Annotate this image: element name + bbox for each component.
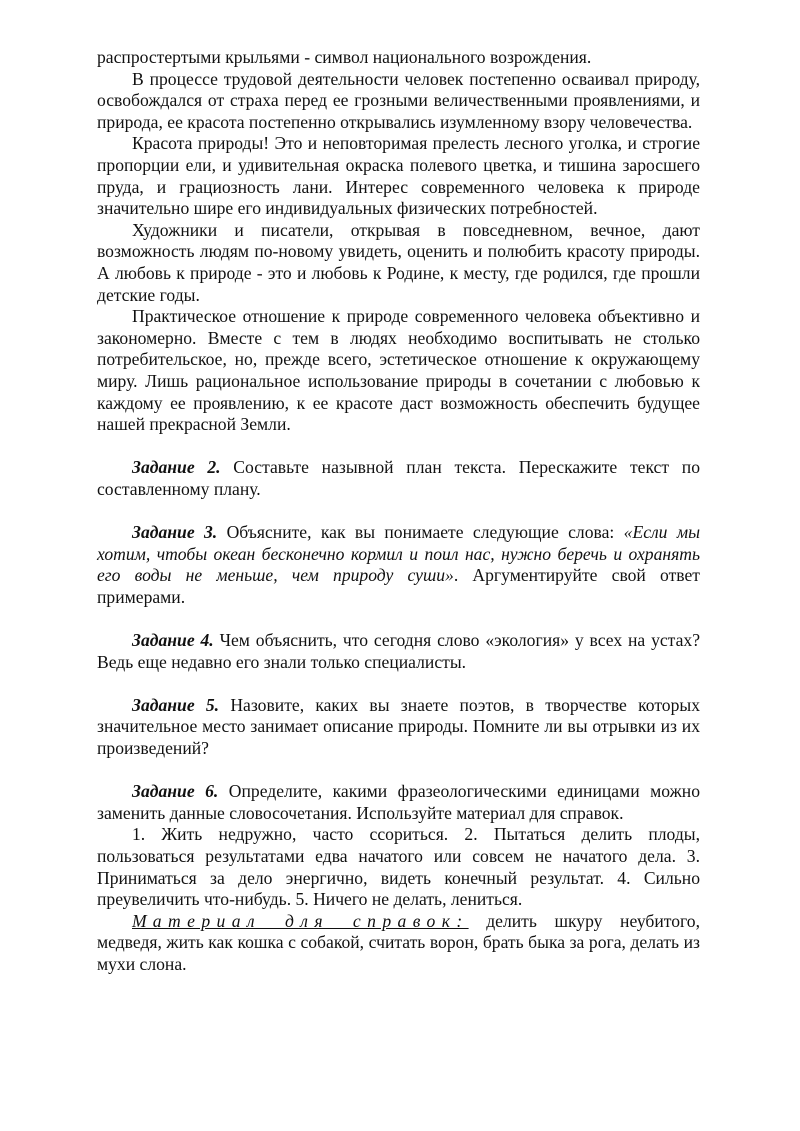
task-3-text-a: Объясните, как вы понимаете следующие слова: — [217, 522, 624, 543]
task-3-label: Задание 3. — [132, 522, 218, 543]
task-5 — [97, 695, 700, 760]
task-6-label: Задание 6. — [132, 781, 219, 802]
task-3 — [97, 522, 700, 608]
paragraph-practical-attitude: Практическое отношение к природе современного человека объективно и закономерно. Вместе с тем в людях необходимо воспитывать не столько потребительское, но, прежде всего, эстетическое отношение к окружающему миру. Лишь рациональное использование природы в сочетании с любовью к каждому ее проявлению, к ее красоте даст возможность обеспечить будущее нашей прекрасной Земли. — [97, 306, 700, 435]
document-page — [97, 47, 700, 976]
task-4-text: Чем объяснить, что сегодня слово «экология» у всех на устах? Ведь еще недавно его знали только специалисты. — [97, 630, 701, 672]
reference-text: делить шкуру неубитого, медведя, жить как кошка с собакой, считать ворон, брать быка за рога, делать из мухи слона. — [97, 910, 701, 974]
task-6-items: 1. Жить недружно, часто ссориться. 2. Пытаться делить плоды, пользоваться результатами едва начатого или совсем не начатого дела. 3. Приниматься за дело энергично, видеть конечный результат. 4. Сильно преувеличить что-нибудь. 5. Ничего не делать, лениться. — [97, 824, 700, 910]
task-6 — [97, 781, 700, 824]
task-5-text: Назовите, каких вы знаете поэтов, в творчестве которых значительное место занимает описание природы. Помните ли вы отрывки из их произведений? — [97, 694, 700, 758]
task-6-text: Определите, какими фразеологическими единицами можно заменить данные словосочетания. Используйте материал для справок. — [97, 781, 700, 823]
task-4-label: Задание 4. — [132, 630, 214, 651]
task-2-text: Составьте назывной план текста. Перескажите текст по составленному плану. — [97, 457, 700, 499]
task-4 — [97, 630, 700, 673]
task-6-reference — [97, 911, 700, 976]
task-3-text-b: . Аргументируйте свой ответ примерами. — [97, 565, 700, 607]
task-5-label: Задание 5. — [132, 694, 220, 715]
paragraph-nature-labor: В процессе трудовой деятельности человек постепенно осваивал природу, освобождался от страха перед ее грозными величественными проявлениями, и природа, ее красота постепенно открывались изумленному взору человечества. — [97, 68, 700, 132]
task-3-quote: «Если мы хотим, чтобы океан бесконечно кормил и поил нас, нужно беречь и охранять его воды не меньше, чем природу суши» — [97, 522, 700, 586]
task-2-label: Задание 2. — [132, 457, 221, 478]
reference-label: Материал для справок: — [132, 910, 469, 931]
paragraph-artists-writers: Художники и писатели, открывая в повседневном, вечное, дают возможность людям по-новому увидеть, оценить и полюбить красоту природы. А любовь к природе - это и любовь к Родине, к месту, где родился, где прошли детские годы. — [97, 219, 700, 305]
paragraph-nature-beauty: Красота природы! Это и неповторимая прелесть лесного уголка, и строгие пропорции ели, и удивительная окраска полевого цветка, и тишина заросшего пруда, и грациозность лани. Интерес современного человека к природе значительно шире его индивидуальных физических потребностей. — [97, 133, 700, 219]
task-2 — [97, 457, 700, 500]
paragraph-continuation: распростертыми крыльями - символ национального возрождения. — [97, 47, 592, 67]
